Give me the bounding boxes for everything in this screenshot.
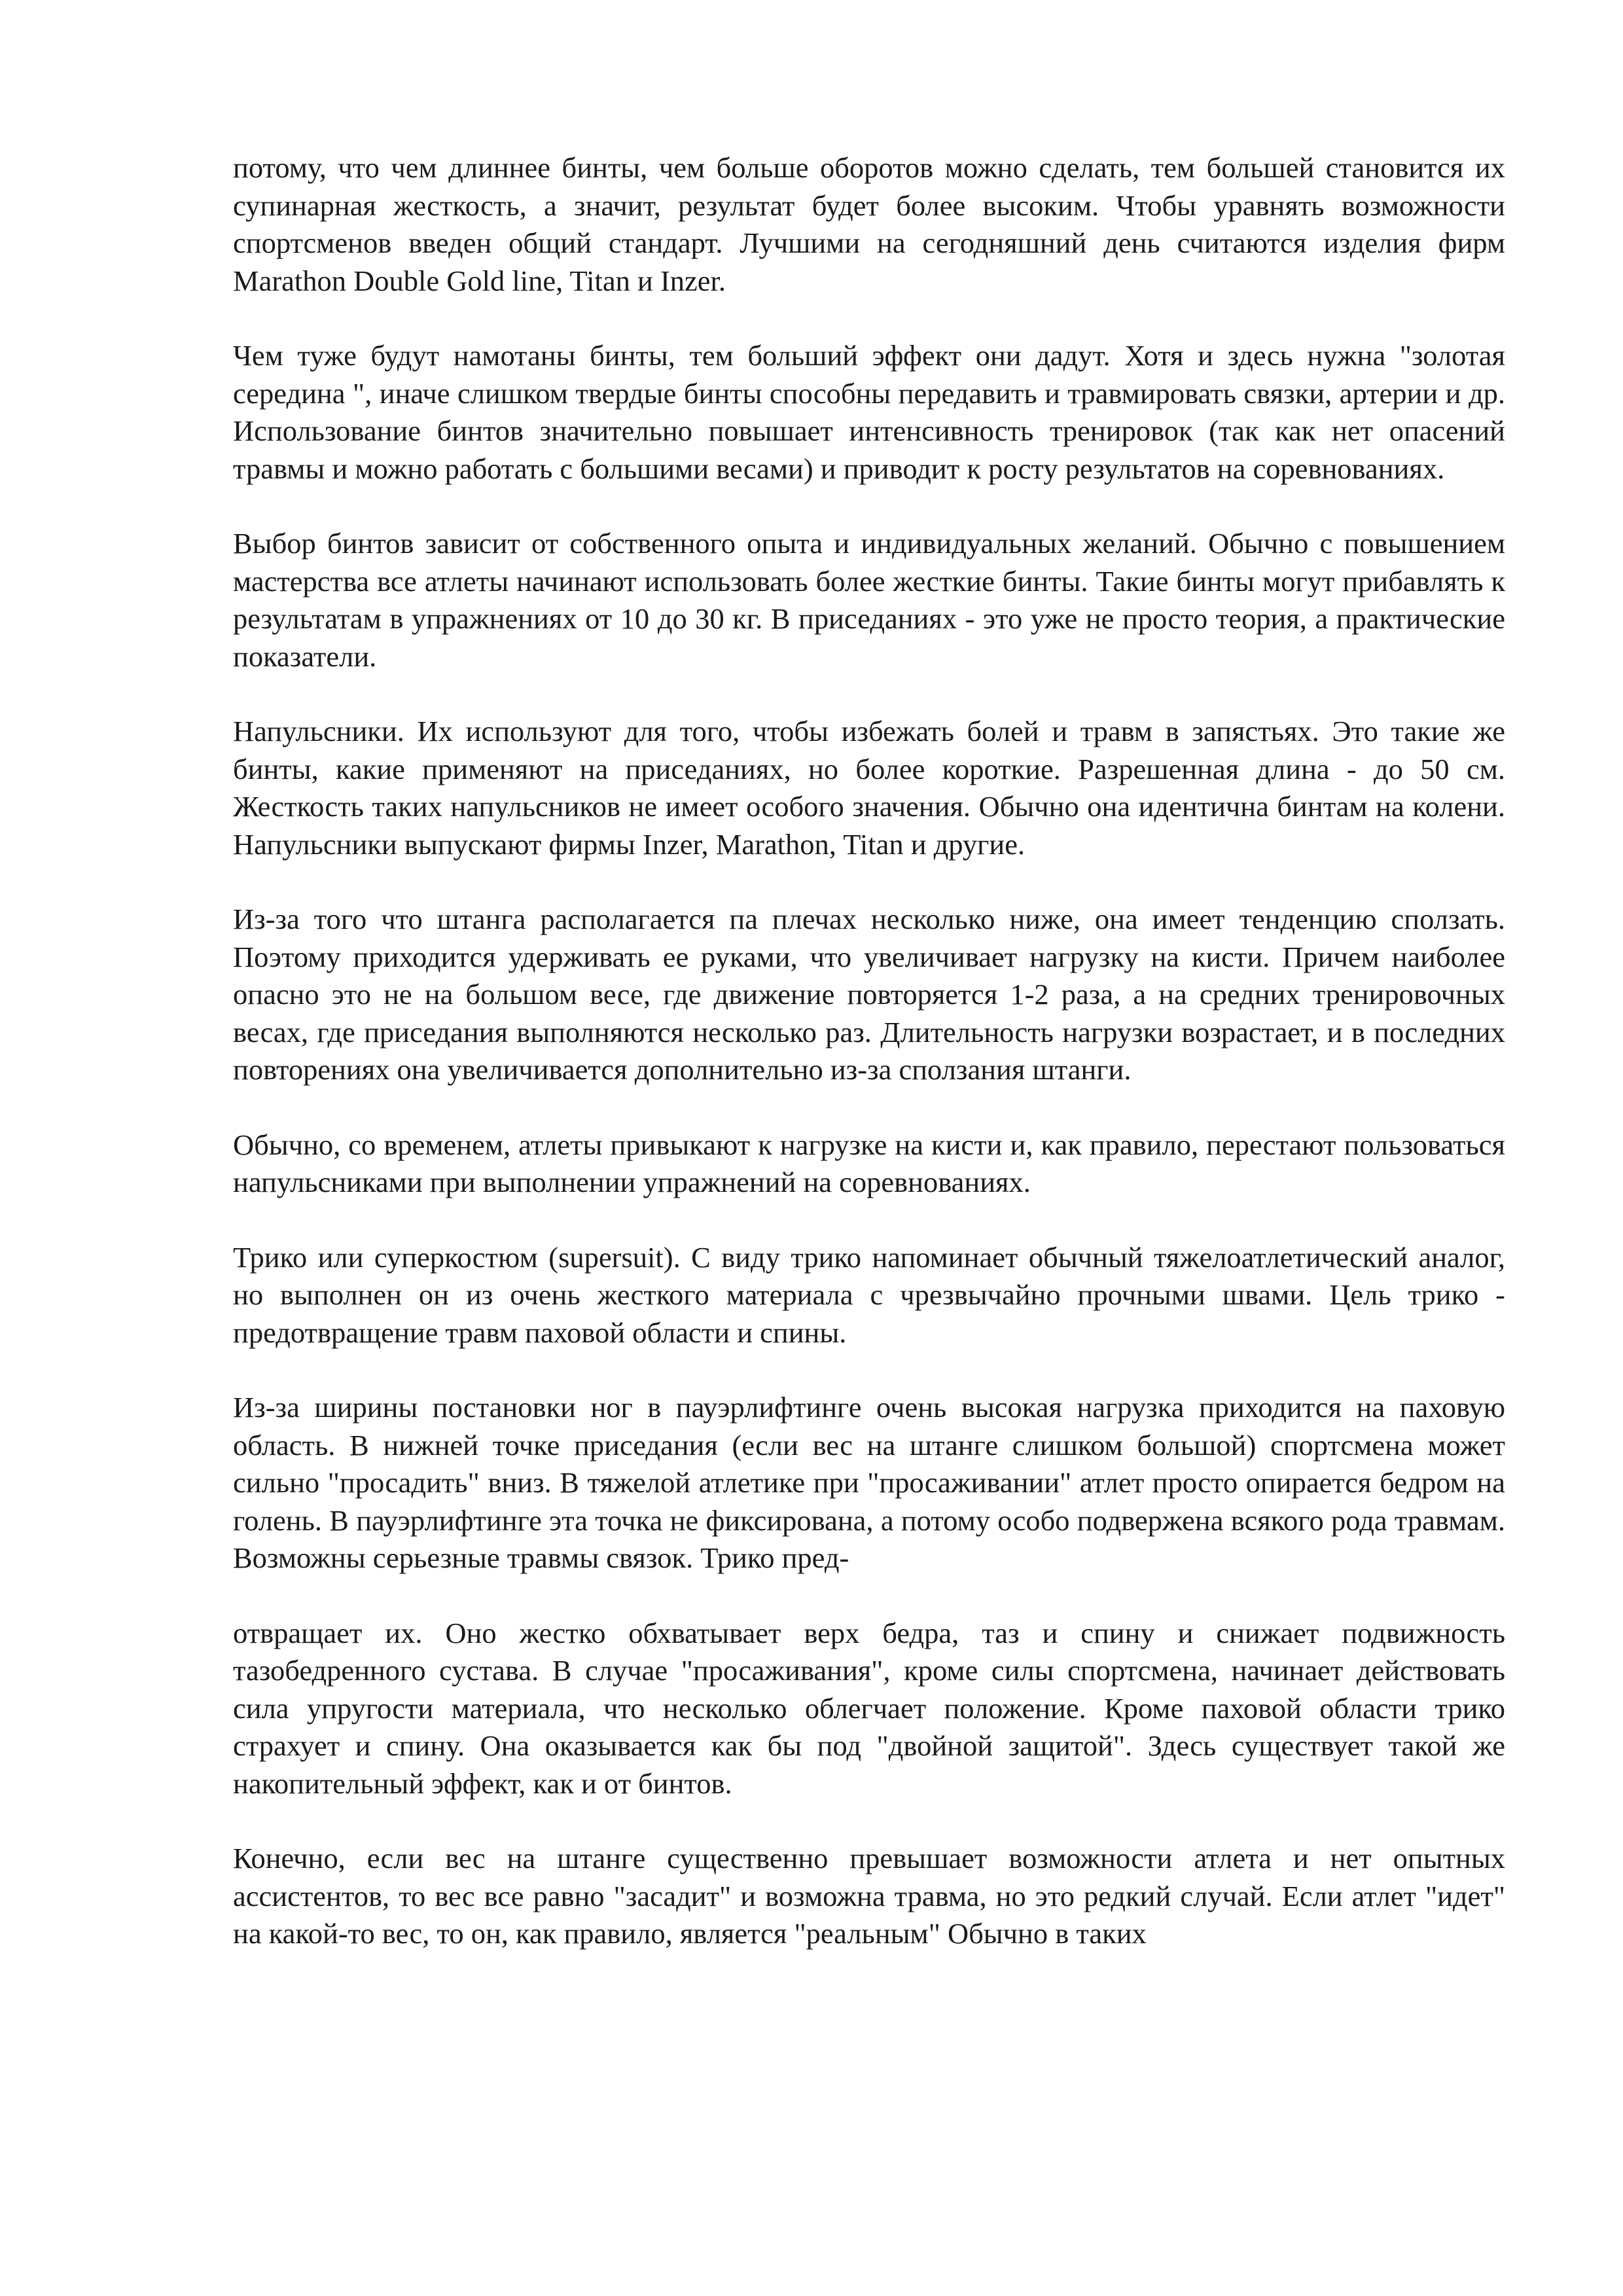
paragraph-supersuit-protection: отвращает их. Оно жестко обхватывает верх бедра, таз и спину и снижает подвижность тазобедренного сустава. В случае "просаживания", кроме силы спортсмена, начинает действовать сила упругости материала, что несколько облегчает положение. Кроме паховой области трико страхует и спину. Она оказывается как бы под "двойной защитой". Здесь существует такой же накопительный эффект, как и от бинтов. bbox=[233, 1616, 1505, 1800]
paragraph-bandage-tightness: Чем туже будут намотаны бинты, тем больший эффект они дадут. Хотя и здесь нужна "золотая середина ", иначе слишком твердые бинты способны передавить и травмировать связки, артерии и др. Использование бинтов значительно повышает интенсивность тренировок (так как нет опасений травмы и можно работать с большими весами) и приводит к росту результатов на соревнованиях. bbox=[233, 339, 1505, 485]
paragraph-bar-position: Из-за того что штанга располагается па плечах несколько ниже, она имеет тенденцию сползать. Поэтому приходится удерживать ее руками, что увеличивает нагрузку на кисти. Причем наиболее опасно это не на большом весе, где движение повторяется 1-2 раза, а на средних тренировочных весах, где приседания выполняются несколько раз. Длительность нагрузки возрастает, и в последних повторениях она увеличивается дополнительно из-за сползания штанги. bbox=[233, 903, 1505, 1086]
paragraph-wrist-adaptation: Обычно, со временем, атлеты привыкают к нагрузке на кисти и, как правило, перестают пользоваться напульсниками при выполнении упражнений на соревнованиях. bbox=[233, 1128, 1505, 1198]
paragraph-stance-load: Из-за ширины постановки ног в пауэрлифтинге очень высокая нагрузка приходится на паховую область. В нижней точке приседания (если вес на штанге слишком большой) спортсмена может сильно "просадить" вниз. В тяжелой атлетике при "просаживании" атлет просто опирается бедром на голень. В пауэрлифтинге эта точка не фиксирована, а потому особо подвержена всякого рода травмам. Возможны серьезные травмы связок. Трико пред- bbox=[233, 1391, 1505, 1574]
paragraph-bandage-choice: Выбор бинтов зависит от собственного опыта и индивидуальных желаний. Обычно с повышением мастерства все атлеты начинают использовать более жесткие бинты. Такие бинты могут прибавлять к результатам в упражнениях от 10 до 30 кг. В приседаниях - это уже не просто теория, а практические показатели. bbox=[233, 527, 1505, 673]
paragraph-bandage-length: потому, что чем длиннее бинты, чем больше оборотов можно сделать, тем большей становится их супинарная жесткость, а значит, результат будет более высоким. Чтобы уравнять возможности спортсменов введен общий стандарт. Лучшими на сегодняшний день считаются изделия фирм Marathon Double Gold line, Titan и Inzer. bbox=[233, 151, 1505, 297]
paragraph-wrist-wraps: Напульсники. Их используют для того, чтобы избежать болей и травм в запястьях. Это такие же бинты, какие применяют на приседаниях, но более короткие. Разрешенная длина - до 50 см. Жесткость таких напульсников не имеет особого значения. Обычно она идентична бинтам на колени. Напульсники выпускают фирмы Inzer, Marathon, Titan и другие. bbox=[233, 715, 1505, 861]
paragraph-supersuit: Трико или суперкостюм (supersuit). С виду трико напоминает обычный тяжелоатлетический аналог, но выполнен он из очень жесткого материала с чрезвычайно прочными швами. Цель трико - предотвращение травм паховой области и спины. bbox=[233, 1240, 1505, 1349]
paragraph-heavy-weight: Конечно, если вес на штанге существенно превышает возможности атлета и нет опытных ассистентов, то вес все равно "засадит" и возможна травма, но это редкий случай. Если атлет "идет" на какой-то вес, то он, как правило, является "реальным" Обычно в таких bbox=[233, 1842, 1505, 1950]
text-column bbox=[233, 149, 1505, 1953]
